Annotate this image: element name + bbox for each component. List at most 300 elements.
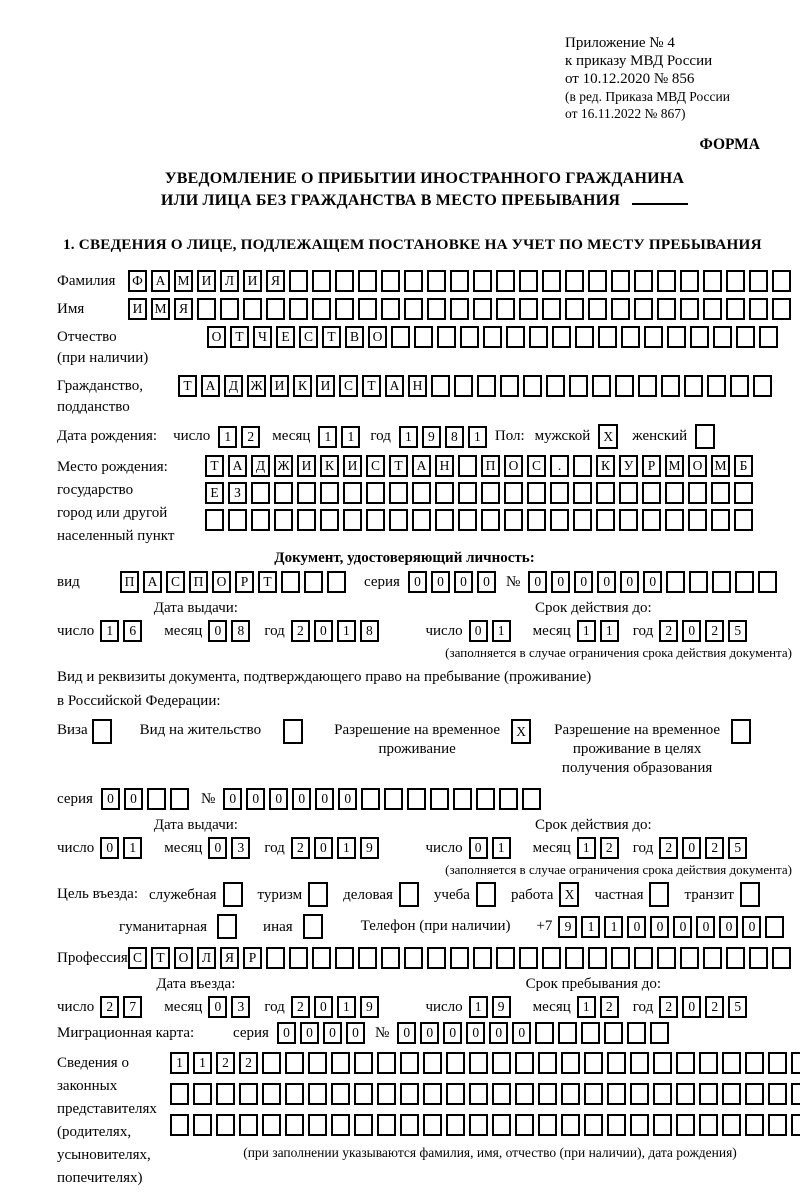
form-cell[interactable] (320, 482, 339, 504)
form-cell[interactable] (657, 298, 676, 320)
form-cell[interactable]: И (343, 455, 362, 477)
form-cell[interactable] (216, 1114, 235, 1136)
form-cell[interactable]: 2 (100, 996, 119, 1018)
form-cell[interactable] (749, 298, 768, 320)
form-cell[interactable] (450, 270, 469, 292)
form-cell[interactable] (684, 375, 703, 397)
form-cell[interactable]: 2 (705, 837, 724, 859)
form-cell[interactable]: О (212, 571, 231, 593)
form-cell[interactable] (538, 1083, 557, 1105)
form-cell[interactable] (197, 298, 216, 320)
form-cell[interactable] (399, 882, 419, 907)
form-cell[interactable] (469, 1052, 488, 1074)
form-cell[interactable]: М (151, 298, 170, 320)
form-cell[interactable]: Т (205, 455, 224, 477)
form-cell[interactable] (354, 1114, 373, 1136)
form-cell[interactable] (92, 719, 112, 744)
form-cell[interactable]: Р (642, 455, 661, 477)
form-cell[interactable]: 0 (673, 916, 692, 938)
form-cell[interactable]: 0 (597, 571, 616, 593)
form-cell[interactable] (611, 270, 630, 292)
form-cell[interactable]: 2 (241, 426, 260, 448)
form-cell[interactable] (453, 788, 472, 810)
form-cell[interactable] (389, 482, 408, 504)
form-cell[interactable]: 1 (170, 1052, 189, 1074)
form-cell[interactable]: С (128, 947, 147, 969)
form-cell[interactable]: 5 (728, 837, 747, 859)
form-cell[interactable] (634, 298, 653, 320)
form-cell[interactable] (427, 947, 446, 969)
form-cell[interactable] (308, 1114, 327, 1136)
form-cell[interactable] (584, 1083, 603, 1105)
form-cell[interactable] (285, 1114, 304, 1136)
form-cell[interactable] (753, 375, 772, 397)
form-cell[interactable]: 1 (581, 916, 600, 938)
form-cell[interactable]: 1 (577, 620, 596, 642)
form-cell[interactable]: 0 (477, 571, 496, 593)
form-cell[interactable] (262, 1083, 281, 1105)
form-cell[interactable] (492, 1052, 511, 1074)
form-cell[interactable] (653, 1052, 672, 1074)
form-cell[interactable] (147, 788, 166, 810)
form-cell[interactable] (588, 298, 607, 320)
form-cell[interactable]: 0 (742, 916, 761, 938)
form-cell[interactable] (515, 1052, 534, 1074)
form-cell[interactable]: 2 (291, 996, 310, 1018)
form-cell[interactable]: 9 (492, 996, 511, 1018)
form-cell[interactable] (638, 375, 657, 397)
form-cell[interactable] (391, 326, 410, 348)
form-cell[interactable]: 1 (337, 996, 356, 1018)
form-cell[interactable]: Н (408, 375, 427, 397)
form-cell[interactable] (707, 375, 726, 397)
form-cell[interactable] (312, 947, 331, 969)
form-cell[interactable] (561, 1083, 580, 1105)
form-cell[interactable] (170, 1114, 189, 1136)
form-cell[interactable]: 0 (323, 1022, 342, 1044)
form-cell[interactable] (565, 947, 584, 969)
form-cell[interactable]: 8 (360, 620, 379, 642)
form-cell[interactable] (749, 947, 768, 969)
form-cell[interactable] (772, 298, 791, 320)
form-cell[interactable] (217, 914, 237, 939)
form-cell[interactable] (469, 1114, 488, 1136)
form-cell[interactable]: И (297, 455, 316, 477)
form-cell[interactable] (506, 326, 525, 348)
form-cell[interactable] (722, 1052, 741, 1074)
form-cell[interactable]: . (550, 455, 569, 477)
form-cell[interactable]: 3 (231, 837, 250, 859)
form-cell[interactable] (312, 270, 331, 292)
form-cell[interactable] (239, 1114, 258, 1136)
form-cell[interactable] (308, 882, 328, 907)
form-cell[interactable] (713, 326, 732, 348)
form-cell[interactable]: В (345, 326, 364, 348)
form-cell[interactable] (546, 375, 565, 397)
form-cell[interactable] (772, 947, 791, 969)
form-cell[interactable]: 0 (314, 837, 333, 859)
form-cell[interactable]: Ф (128, 270, 147, 292)
form-cell[interactable] (515, 1114, 534, 1136)
form-cell[interactable] (529, 326, 548, 348)
form-cell[interactable]: А (143, 571, 162, 593)
form-cell[interactable] (483, 326, 502, 348)
form-cell[interactable] (239, 1083, 258, 1105)
form-cell[interactable] (791, 1083, 800, 1105)
form-cell[interactable] (476, 788, 495, 810)
form-cell[interactable]: Т (230, 326, 249, 348)
form-cell[interactable]: М (174, 270, 193, 292)
form-cell[interactable] (731, 719, 751, 744)
form-cell[interactable] (676, 1052, 695, 1074)
form-cell[interactable] (312, 298, 331, 320)
form-cell[interactable] (588, 947, 607, 969)
form-cell[interactable] (703, 947, 722, 969)
form-cell[interactable]: 0 (574, 571, 593, 593)
form-cell[interactable]: Р (243, 947, 262, 969)
form-cell[interactable] (621, 326, 640, 348)
form-cell[interactable]: 3 (231, 996, 250, 1018)
form-cell[interactable]: И (270, 375, 289, 397)
form-cell[interactable] (598, 326, 617, 348)
form-cell[interactable] (734, 509, 753, 531)
form-cell[interactable] (331, 1114, 350, 1136)
form-cell[interactable] (607, 1083, 626, 1105)
form-cell[interactable]: О (207, 326, 226, 348)
form-cell[interactable] (759, 326, 778, 348)
form-cell[interactable] (711, 509, 730, 531)
form-cell[interactable] (358, 298, 377, 320)
form-cell[interactable] (435, 509, 454, 531)
form-cell[interactable] (331, 1052, 350, 1074)
form-cell[interactable] (193, 1083, 212, 1105)
form-cell[interactable] (446, 1052, 465, 1074)
form-cell[interactable] (703, 270, 722, 292)
form-cell[interactable] (573, 482, 592, 504)
form-cell[interactable] (791, 1114, 800, 1136)
form-cell[interactable] (657, 947, 676, 969)
form-cell[interactable] (499, 788, 518, 810)
form-cell[interactable] (619, 482, 638, 504)
form-cell[interactable]: 8 (445, 426, 464, 448)
form-cell[interactable]: 0 (528, 571, 547, 593)
form-cell[interactable]: 1 (604, 916, 623, 938)
form-cell[interactable] (642, 509, 661, 531)
form-cell[interactable] (243, 298, 262, 320)
form-cell[interactable]: 1 (337, 620, 356, 642)
form-cell[interactable] (427, 298, 446, 320)
form-cell[interactable] (458, 482, 477, 504)
form-cell[interactable] (400, 1083, 419, 1105)
form-cell[interactable] (745, 1052, 764, 1074)
form-cell[interactable]: 1 (492, 837, 511, 859)
form-cell[interactable]: Я (266, 270, 285, 292)
form-cell[interactable] (565, 270, 584, 292)
form-cell[interactable] (303, 914, 323, 939)
form-cell[interactable] (665, 482, 684, 504)
form-cell[interactable] (358, 947, 377, 969)
form-cell[interactable] (665, 509, 684, 531)
form-cell[interactable] (477, 375, 496, 397)
form-cell[interactable]: О (368, 326, 387, 348)
form-cell[interactable] (496, 270, 515, 292)
form-cell[interactable]: 5 (728, 620, 747, 642)
form-cell[interactable] (223, 882, 243, 907)
form-cell[interactable] (550, 482, 569, 504)
form-cell[interactable]: С (166, 571, 185, 593)
form-cell[interactable] (377, 1052, 396, 1074)
form-cell[interactable]: 0 (454, 571, 473, 593)
form-cell[interactable] (377, 1114, 396, 1136)
form-cell[interactable] (519, 298, 538, 320)
form-cell[interactable]: 0 (466, 1022, 485, 1044)
form-cell[interactable] (607, 1052, 626, 1074)
form-cell[interactable] (361, 788, 380, 810)
form-cell[interactable]: 0 (246, 788, 265, 810)
form-cell[interactable] (400, 1052, 419, 1074)
form-cell[interactable]: 1 (123, 837, 142, 859)
form-cell[interactable] (473, 270, 492, 292)
form-cell[interactable] (573, 509, 592, 531)
form-cell[interactable]: Н (435, 455, 454, 477)
form-cell[interactable] (519, 947, 538, 969)
form-cell[interactable] (381, 270, 400, 292)
form-cell[interactable]: А (201, 375, 220, 397)
form-cell[interactable]: М (711, 455, 730, 477)
form-cell[interactable]: Ж (247, 375, 266, 397)
form-cell[interactable]: У (619, 455, 638, 477)
form-cell[interactable] (285, 1052, 304, 1074)
form-cell[interactable] (454, 375, 473, 397)
form-cell[interactable]: 0 (292, 788, 311, 810)
form-cell[interactable]: 0 (208, 996, 227, 1018)
form-cell[interactable]: 2 (705, 620, 724, 642)
form-cell[interactable] (699, 1083, 718, 1105)
form-cell[interactable]: 1 (100, 620, 119, 642)
form-cell[interactable]: 0 (314, 620, 333, 642)
form-cell[interactable] (772, 270, 791, 292)
form-cell[interactable]: 0 (551, 571, 570, 593)
form-cell[interactable] (676, 1083, 695, 1105)
form-cell[interactable]: 0 (208, 837, 227, 859)
form-cell[interactable] (535, 1022, 554, 1044)
form-cell[interactable]: Ж (274, 455, 293, 477)
form-cell[interactable]: 0 (124, 788, 143, 810)
form-cell[interactable] (331, 1083, 350, 1105)
form-cell[interactable]: 1 (468, 426, 487, 448)
form-cell[interactable]: 0 (300, 1022, 319, 1044)
form-cell[interactable] (699, 1114, 718, 1136)
form-cell[interactable]: А (228, 455, 247, 477)
form-cell[interactable] (266, 947, 285, 969)
form-cell[interactable]: 0 (682, 996, 701, 1018)
form-cell[interactable] (458, 509, 477, 531)
form-cell[interactable]: Б (734, 455, 753, 477)
form-cell[interactable] (666, 571, 685, 593)
form-cell[interactable]: 0 (696, 916, 715, 938)
form-cell[interactable]: 2 (216, 1052, 235, 1074)
form-cell[interactable] (711, 482, 730, 504)
form-cell[interactable] (262, 1052, 281, 1074)
form-cell[interactable] (644, 326, 663, 348)
form-cell[interactable] (542, 298, 561, 320)
form-cell[interactable] (690, 326, 709, 348)
form-cell[interactable]: 1 (337, 837, 356, 859)
form-cell[interactable] (381, 298, 400, 320)
form-cell[interactable] (170, 1083, 189, 1105)
form-cell[interactable]: 1 (600, 620, 619, 642)
form-cell[interactable]: И (197, 270, 216, 292)
form-cell[interactable]: 2 (659, 837, 678, 859)
form-cell[interactable] (205, 509, 224, 531)
form-cell[interactable] (500, 375, 519, 397)
form-cell[interactable]: 1 (469, 996, 488, 1018)
form-cell[interactable] (274, 509, 293, 531)
form-cell[interactable] (450, 298, 469, 320)
form-cell[interactable] (335, 947, 354, 969)
form-cell[interactable] (504, 509, 523, 531)
form-cell[interactable] (619, 509, 638, 531)
form-cell[interactable] (695, 424, 715, 449)
form-cell[interactable] (569, 375, 588, 397)
form-cell[interactable] (584, 1114, 603, 1136)
form-cell[interactable]: Д (251, 455, 270, 477)
form-cell[interactable] (289, 298, 308, 320)
form-cell[interactable]: 0 (338, 788, 357, 810)
form-cell[interactable]: 0 (315, 788, 334, 810)
form-cell[interactable]: А (151, 270, 170, 292)
form-cell[interactable]: Я (174, 298, 193, 320)
form-cell[interactable]: Л (197, 947, 216, 969)
form-cell[interactable] (335, 298, 354, 320)
form-cell[interactable]: 0 (397, 1022, 416, 1044)
form-cell[interactable] (308, 1052, 327, 1074)
form-cell[interactable]: К (293, 375, 312, 397)
form-cell[interactable] (377, 1083, 396, 1105)
form-cell[interactable] (736, 326, 755, 348)
form-cell[interactable] (642, 482, 661, 504)
form-cell[interactable]: С (339, 375, 358, 397)
form-cell[interactable]: Т (258, 571, 277, 593)
form-cell[interactable] (285, 1083, 304, 1105)
form-cell[interactable] (630, 1052, 649, 1074)
form-cell[interactable]: 0 (346, 1022, 365, 1044)
form-cell[interactable] (581, 1022, 600, 1044)
form-cell[interactable] (423, 1083, 442, 1105)
form-cell[interactable]: 2 (291, 837, 310, 859)
form-cell[interactable] (170, 788, 189, 810)
form-cell[interactable]: П (481, 455, 500, 477)
form-cell[interactable]: С (299, 326, 318, 348)
form-cell[interactable] (649, 882, 669, 907)
form-cell[interactable] (469, 1083, 488, 1105)
form-cell[interactable]: 2 (600, 996, 619, 1018)
form-cell[interactable] (768, 1114, 787, 1136)
form-cell[interactable] (262, 1114, 281, 1136)
form-cell[interactable] (327, 571, 346, 593)
form-cell[interactable] (435, 482, 454, 504)
form-cell[interactable] (667, 326, 686, 348)
form-cell[interactable] (431, 375, 450, 397)
form-cell[interactable] (699, 1052, 718, 1074)
form-cell[interactable]: 0 (627, 916, 646, 938)
form-cell[interactable] (730, 375, 749, 397)
form-cell[interactable] (584, 1052, 603, 1074)
form-cell[interactable] (630, 1114, 649, 1136)
form-cell[interactable] (481, 482, 500, 504)
form-cell[interactable] (446, 1083, 465, 1105)
form-cell[interactable]: 5 (728, 996, 747, 1018)
form-cell[interactable]: С (527, 455, 546, 477)
form-cell[interactable]: 0 (489, 1022, 508, 1044)
form-cell[interactable] (604, 1022, 623, 1044)
form-cell[interactable] (519, 270, 538, 292)
form-cell[interactable]: 9 (422, 426, 441, 448)
form-cell[interactable]: 0 (420, 1022, 439, 1044)
form-cell[interactable] (573, 455, 592, 477)
form-cell[interactable]: X (559, 882, 579, 907)
form-cell[interactable] (343, 509, 362, 531)
form-cell[interactable] (634, 270, 653, 292)
form-cell[interactable] (446, 1114, 465, 1136)
form-cell[interactable] (689, 571, 708, 593)
form-cell[interactable]: 0 (469, 837, 488, 859)
form-cell[interactable]: И (316, 375, 335, 397)
form-cell[interactable] (527, 509, 546, 531)
form-cell[interactable] (791, 1052, 800, 1074)
form-cell[interactable] (768, 1083, 787, 1105)
form-cell[interactable] (688, 509, 707, 531)
form-cell[interactable]: 1 (577, 837, 596, 859)
form-cell[interactable] (523, 375, 542, 397)
form-cell[interactable] (722, 1114, 741, 1136)
form-cell[interactable] (274, 482, 293, 504)
form-cell[interactable]: Л (220, 270, 239, 292)
form-cell[interactable] (735, 571, 754, 593)
form-cell[interactable] (726, 270, 745, 292)
form-cell[interactable]: И (243, 270, 262, 292)
form-cell[interactable] (653, 1114, 672, 1136)
form-cell[interactable] (712, 571, 731, 593)
form-cell[interactable]: 2 (600, 837, 619, 859)
form-cell[interactable]: 1 (218, 426, 237, 448)
form-cell[interactable] (588, 270, 607, 292)
form-cell[interactable] (552, 326, 571, 348)
form-cell[interactable]: 1 (318, 426, 337, 448)
form-cell[interactable] (430, 788, 449, 810)
form-cell[interactable]: 8 (231, 620, 250, 642)
form-cell[interactable] (680, 298, 699, 320)
form-cell[interactable]: 0 (512, 1022, 531, 1044)
form-cell[interactable] (758, 571, 777, 593)
form-cell[interactable] (473, 298, 492, 320)
form-cell[interactable] (404, 270, 423, 292)
form-cell[interactable] (561, 1052, 580, 1074)
form-cell[interactable] (407, 788, 426, 810)
form-cell[interactable] (607, 1114, 626, 1136)
form-cell[interactable] (676, 1114, 695, 1136)
form-cell[interactable] (320, 509, 339, 531)
form-cell[interactable]: 0 (682, 837, 701, 859)
form-cell[interactable] (354, 1052, 373, 1074)
form-cell[interactable] (611, 947, 630, 969)
form-cell[interactable] (289, 270, 308, 292)
form-cell[interactable]: 2 (659, 996, 678, 1018)
form-cell[interactable] (412, 482, 431, 504)
form-cell[interactable] (745, 1114, 764, 1136)
form-cell[interactable] (358, 270, 377, 292)
form-cell[interactable]: 2 (239, 1052, 258, 1074)
